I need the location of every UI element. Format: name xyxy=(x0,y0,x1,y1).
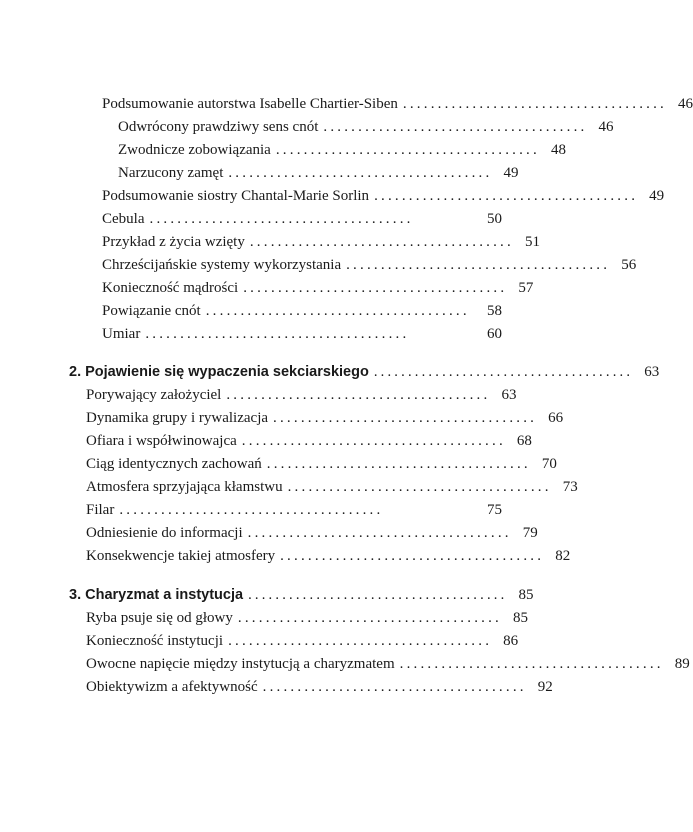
toc-entry-title: Ryba psuje się od głowy xyxy=(86,610,233,626)
toc-entry xyxy=(86,653,690,675)
toc-entry xyxy=(102,277,534,299)
dot-leader: ...................................... xyxy=(402,96,667,112)
toc-entry-page: 63 xyxy=(501,387,517,403)
toc-entry xyxy=(102,231,540,253)
dot-leader: ...................................... xyxy=(243,280,508,296)
dot-leader: ...................................... xyxy=(280,548,545,564)
toc-entry-title: Odniesienie do informacji xyxy=(86,525,243,541)
dot-leader: ...................................... xyxy=(323,119,588,135)
toc-entry-title: Porywający założyciel xyxy=(86,387,222,403)
toc-entry xyxy=(86,676,553,698)
toc-entry-page: 92 xyxy=(537,679,553,695)
toc-chapter-page: 85 xyxy=(518,587,534,603)
toc-entry xyxy=(118,139,566,161)
toc-entry-title: Dynamika grupy i rywalizacja xyxy=(86,410,269,426)
toc-entry xyxy=(86,522,538,544)
dot-leader: ...................................... xyxy=(266,456,531,472)
toc-entry xyxy=(86,630,519,652)
toc-entry-title: Konsekwencje takiej atmosfery xyxy=(86,548,276,564)
toc-entry-page: 75 xyxy=(487,502,502,518)
toc-entry xyxy=(102,185,665,207)
toc-entry-title: Odwrócony prawdziwy sens cnót xyxy=(118,119,319,135)
dot-leader: ...................................... xyxy=(374,188,639,204)
dot-leader: ...................................... xyxy=(346,257,611,273)
toc-entry-page: 89 xyxy=(674,656,690,672)
toc-entry-page: 70 xyxy=(541,456,557,472)
toc-entry-page: 46 xyxy=(598,119,614,135)
toc-entry xyxy=(86,384,517,406)
toc-entry xyxy=(102,300,502,322)
toc-entry xyxy=(118,162,519,184)
toc-entry-title: Cebula xyxy=(102,211,145,227)
toc-entry-page: 85 xyxy=(513,610,528,626)
toc-entry-page: 73 xyxy=(562,479,578,495)
dot-leader: ...................................... xyxy=(205,303,470,319)
dot-leader: ...................................... xyxy=(149,211,414,227)
toc-entry-title: Umiar xyxy=(102,326,141,342)
toc-entry-title: Ciąg identycznych zachowań xyxy=(86,456,262,472)
dot-leader: ...................................... xyxy=(275,142,540,158)
toc-entry-title: Konieczność mądrości xyxy=(102,280,239,296)
toc-entry-title: Zwodnicze zobowiązania xyxy=(118,142,271,158)
dot-leader: ...................................... xyxy=(228,165,493,181)
dot-leader: ...................................... xyxy=(373,364,634,380)
toc-entry-page: 68 xyxy=(516,433,532,449)
toc-entry-title: Powiązanie cnót xyxy=(102,303,201,319)
toc-entry xyxy=(102,323,502,345)
toc-entry-title: Konieczność instytucji xyxy=(86,633,224,649)
dot-leader: ...................................... xyxy=(247,525,512,541)
toc-entry-title: Ofiara i współwinowajca xyxy=(86,433,237,449)
toc-chapter-title: 3. Charyzmat a instytucja xyxy=(69,587,244,603)
toc-entry xyxy=(86,499,502,521)
toc-entry-page: 49 xyxy=(649,188,665,204)
toc-entry-title: Owocne napięcie między instytucją a charyzmatem xyxy=(86,656,395,672)
toc-entry xyxy=(102,208,502,230)
dot-leader: ...................................... xyxy=(237,610,502,626)
toc-entry xyxy=(102,93,693,115)
toc-entry-page: 60 xyxy=(487,326,502,342)
toc-entry-page: 79 xyxy=(522,525,538,541)
toc-entry xyxy=(86,545,571,567)
toc-entry-page: 56 xyxy=(621,257,637,273)
toc-entry-page: 57 xyxy=(518,280,534,296)
toc-entry xyxy=(86,407,564,429)
toc-entry-title: Podsumowanie siostry Chantal-Marie Sorlin xyxy=(102,188,370,204)
dot-leader: ...................................... xyxy=(262,679,527,695)
dot-leader: ...................................... xyxy=(145,326,410,342)
toc-entry-title: Chrześcijańskie systemy wykorzystania xyxy=(102,257,342,273)
toc-entry-title: Przykład z życia wzięty xyxy=(102,234,245,250)
toc-entry xyxy=(86,430,532,452)
dot-leader: ...................................... xyxy=(249,234,514,250)
dot-leader: ...................................... xyxy=(241,433,506,449)
toc-entry-page: 66 xyxy=(548,410,564,426)
toc-entry-page: 48 xyxy=(550,142,566,158)
dot-leader: ...................................... xyxy=(399,656,664,672)
toc-entry-page: 50 xyxy=(487,211,502,227)
toc-entry xyxy=(86,453,557,475)
toc-entry-title: Obiektywizm a afektywność xyxy=(86,679,258,695)
toc-entry-page: 46 xyxy=(678,96,693,112)
dot-leader: ...................................... xyxy=(287,479,552,495)
toc-chapter-page: 63 xyxy=(644,364,660,380)
toc-entry xyxy=(118,116,614,138)
toc-entry-page: 82 xyxy=(555,548,571,564)
toc-chapter-title: 2. Pojawienie się wypaczenia sekciarskiego xyxy=(69,364,369,380)
dot-leader: ...................................... xyxy=(228,633,493,649)
toc-entry-page: 49 xyxy=(503,165,519,181)
dot-leader: ...................................... xyxy=(226,387,491,403)
toc-entry-title: Atmosfera sprzyjająca kłamstwu xyxy=(86,479,283,495)
toc-entry-page: 51 xyxy=(524,234,540,250)
toc-entry-title: Filar xyxy=(86,502,115,518)
toc-entry xyxy=(86,607,528,629)
toc-entry-title: Podsumowanie autorstwa Isabelle Chartier-Siben xyxy=(102,96,398,112)
toc-entry xyxy=(102,254,637,276)
dot-leader: ...................................... xyxy=(273,410,538,426)
dot-leader: ...................................... xyxy=(248,587,508,603)
toc-chapter xyxy=(69,584,534,606)
toc-chapter xyxy=(69,361,660,383)
toc-entry-page: 86 xyxy=(503,633,519,649)
dot-leader: ...................................... xyxy=(119,502,384,518)
toc-entry xyxy=(86,476,578,498)
toc-entry-page: 58 xyxy=(487,303,502,319)
toc-entry-title: Narzucony zamęt xyxy=(118,165,224,181)
